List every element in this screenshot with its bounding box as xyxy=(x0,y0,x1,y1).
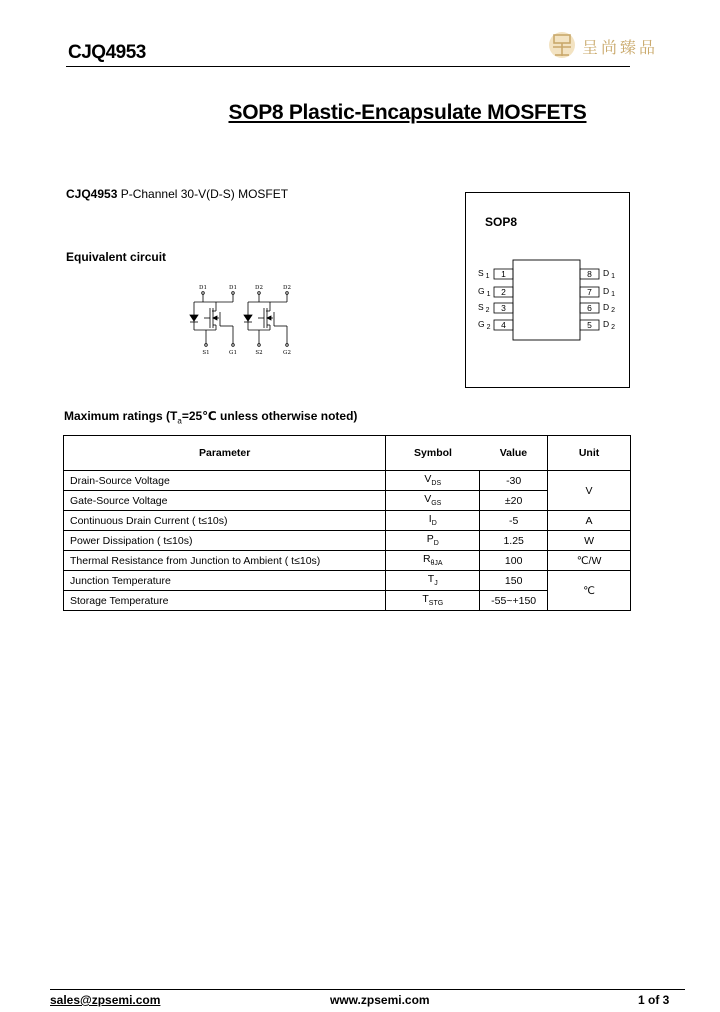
logo-icon xyxy=(548,30,580,60)
document-title: SOP8 Plastic-Encapsulate MOSFETS xyxy=(228,101,587,124)
equivalent-circuit-label: Equivalent circuit xyxy=(66,250,167,264)
left-pin-name: S $_2$ xyxy=(478,302,490,314)
parameter-cell: Storage Temperature xyxy=(64,591,386,611)
logo-text: 呈尚臻品 xyxy=(582,40,659,57)
symbol-cell xyxy=(386,531,480,551)
symbol-cell xyxy=(386,511,480,531)
ratings-label-suffix: =25℃ unless otherwise noted) xyxy=(181,409,358,423)
sop8-pinout-diagram xyxy=(466,193,629,387)
package-label: SOP8 xyxy=(485,215,518,229)
table-header-row xyxy=(64,436,631,471)
value-cell: 100 xyxy=(480,551,548,571)
symbol-main: T xyxy=(422,593,429,606)
value-cell: -30 xyxy=(480,471,548,491)
footer-page-number: 1 of 3 xyxy=(638,993,670,1007)
table-row xyxy=(64,471,631,491)
device-part: CJQ4953 xyxy=(66,187,118,201)
header-parameter: Parameter xyxy=(64,436,386,471)
unit-cell: W xyxy=(548,531,631,551)
table-row xyxy=(64,591,631,611)
parameter-cell: Power Dissipation ( t≤10s) xyxy=(64,531,386,551)
symbol-subscript: DS xyxy=(431,480,442,488)
symbol-subscript: STG xyxy=(428,600,444,608)
symbol-cell xyxy=(386,551,480,571)
symbol-main: I xyxy=(428,513,432,526)
device-type: P-Channel 30-V(D-S) MOSFET xyxy=(117,187,289,201)
pin-label-g1: G1 xyxy=(229,350,237,356)
right-pin-name: D $_2$ xyxy=(603,302,616,314)
left-pin-number: 1 xyxy=(501,269,506,279)
value-cell: 1.25 xyxy=(480,531,548,551)
unit-cell-temperature: ℃ xyxy=(548,571,631,611)
symbol-subscript: GS xyxy=(431,500,442,508)
ic-body xyxy=(513,260,580,340)
parameter-cell: Drain-Source Voltage xyxy=(64,471,386,491)
symbol-main: V xyxy=(424,473,432,486)
symbol-subscript: D xyxy=(431,520,437,528)
symbol-main: P xyxy=(426,533,434,546)
device-description xyxy=(66,187,288,201)
right-pin-name: D $_1$ xyxy=(603,286,616,298)
table-row xyxy=(64,551,631,571)
table-row xyxy=(64,511,631,531)
value-cell: 150 xyxy=(480,571,548,591)
email-link[interactable]: sales@zpsemi.com xyxy=(50,993,161,1007)
symbol-cell xyxy=(386,571,480,591)
header-symbol: Symbol xyxy=(386,436,480,471)
symbol-cell xyxy=(386,471,480,491)
symbol-main: T xyxy=(427,573,435,586)
symbol-subscript: θJA xyxy=(430,560,443,568)
package-pinout-box xyxy=(465,192,630,388)
pin-label-g2: G2 xyxy=(283,350,291,356)
value-cell: ±20 xyxy=(480,491,548,511)
footer-rule xyxy=(50,989,685,990)
parameter-cell: Continuous Drain Current ( t≤10s) xyxy=(64,511,386,531)
left-pin-number: 2 xyxy=(501,287,506,297)
left-pin-number: 4 xyxy=(501,320,506,330)
right-pin-number: 5 xyxy=(587,320,592,330)
left-pin-name: S $_1$ xyxy=(478,268,490,280)
parameter-cell: Thermal Resistance from Junction to Ambient ( t≤10s) xyxy=(64,551,386,571)
right-pin-name: D $_2$ xyxy=(603,319,616,331)
right-pin-number: 8 xyxy=(587,269,592,279)
unit-cell: ℃/W xyxy=(548,551,631,571)
left-pin-name: G $_2$ xyxy=(478,319,491,331)
value-cell: -55~+150 xyxy=(480,591,548,611)
symbol-main: V xyxy=(424,493,432,506)
pin-label-d1b: D1 xyxy=(229,285,237,291)
table-row xyxy=(64,491,631,511)
pin-label-d2a: D2 xyxy=(255,285,263,291)
right-pin-number: 6 xyxy=(587,303,592,313)
unit-cell: A xyxy=(548,511,631,531)
table-row xyxy=(64,531,631,551)
ratings-label-prefix: Maximum ratings (T xyxy=(64,409,178,423)
symbol-cell xyxy=(386,491,480,511)
right-pin-name: D $_1$ xyxy=(603,268,616,280)
part-number-header: CJQ4953 xyxy=(68,42,146,63)
symbol-main: R xyxy=(422,553,431,566)
parameter-cell: Junction Temperature xyxy=(64,571,386,591)
ratings-label-sub: a xyxy=(177,416,182,426)
header-unit: Unit xyxy=(548,436,631,471)
header-rule xyxy=(66,66,630,67)
header-value: Value xyxy=(480,436,548,471)
unit-cell-voltage: V xyxy=(548,471,631,511)
symbol-cell xyxy=(386,591,480,611)
pin-label-d2b: D2 xyxy=(283,285,291,291)
right-pin-number: 7 xyxy=(587,287,592,297)
value-cell: -5 xyxy=(480,511,548,531)
left-pin-number: 3 xyxy=(501,303,506,313)
pin-label-d1a: D1 xyxy=(199,285,207,291)
left-pin-name: G $_1$ xyxy=(478,286,491,298)
symbol-subscript: J xyxy=(434,580,438,588)
footer-website[interactable]: www.zpsemi.com xyxy=(330,993,430,1007)
parameter-cell: Gate-Source Voltage xyxy=(64,491,386,511)
symbol-subscript: D xyxy=(433,540,439,548)
pin-label-s2: S2 xyxy=(255,350,263,356)
company-logo xyxy=(548,30,688,60)
pin-label-s1: S1 xyxy=(202,350,210,356)
equivalent-circuit-diagram xyxy=(186,282,298,357)
table-row xyxy=(64,571,631,591)
max-ratings-table xyxy=(63,435,631,611)
max-ratings-label xyxy=(64,409,357,425)
footer-email[interactable] xyxy=(50,993,160,1007)
